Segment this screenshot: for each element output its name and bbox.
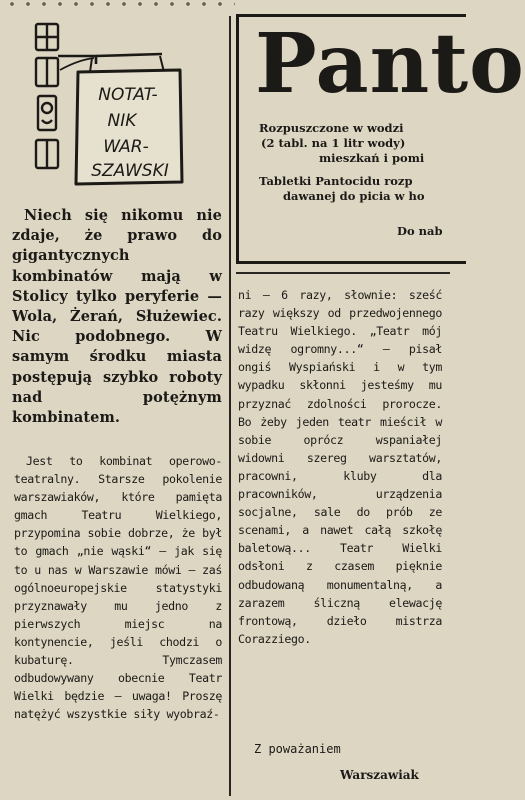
ad-line: (2 tabl. na 1 litr wody) — [261, 136, 406, 150]
top-border-dots — [0, 0, 235, 8]
logo-line: NIK — [107, 111, 137, 131]
ad-line: Rozpuszczone w wodzi — [259, 121, 404, 135]
ad-line: dawanej do picia w ho — [283, 189, 425, 203]
logo-line: SZAWSKI — [91, 161, 169, 181]
article-body-left — [14, 452, 222, 723]
street-lamp-icon — [36, 24, 58, 168]
notatnik-warszawski-logo — [30, 20, 200, 190]
ad-cta: Do nab — [397, 224, 443, 238]
ad-line: mieszkań i pomi — [319, 151, 425, 165]
article-closing: Z poważaniem — [254, 742, 341, 756]
logo-line: WAR- — [103, 137, 149, 157]
column-rule-vertical — [229, 16, 231, 796]
ad-title: Panto — [255, 16, 525, 112]
article-body-right: ni — 6 razy, słownie: sześć razy większy od przedwojennego Teatru Wielkiego. „Teatr mój widzę ogromny...“ — pisał ongiś Wyspiański i w tym wypadku skłonni jesteśmy mu przyznać zdolności proroczе. Bo żeby jeden teatr mieścił w sobie oprócz wspaniałej widowni szereg warsztatów, pracowni, kluby dla pracowników, urządzenia socjalne, sale do prób ze scenami, a nawet całą szkołę baletową... Teatr Wielki odsłoni z czasem pięknie odbudowaną monumentalną, a zarazem śliczną elewację frontową, dzieło mistrza Corazziego. — [238, 288, 442, 646]
column-rule-horizontal — [236, 272, 450, 274]
article-body-left-text: Jest to kombinat operowo-teatralny. Starsze pokolenie warszawiaków, które pamięta gmach Teatru Wielkiego, przypomina sobie dobrze, że był to gmach „nie wąski“ — jak się to u nas w Warszawie mówi — zaś ogólnoeuropejskie statystyki przyznawały mu jedno z pierwszych miejsc na kontynencie, jeśli chodzi o kubaturę. Tymczasem odbudowywany obecnie Teatr Wielki będzie — uwaga! Proszę natężyć wszystkie siły wyobraź- — [14, 454, 222, 722]
article-lead — [12, 206, 222, 428]
article-signature: Warszawiak — [340, 768, 419, 782]
pantocid-advertisement — [236, 14, 525, 264]
ad-line: Tabletki Pantocidu rozp — [259, 174, 413, 188]
article-lead-text: Niech się nikomu nie zdaje, że prawo do gigantycznych kombinatów mają w Stolicy tylko peryferie — Wola, Żerań, Służewiec. Nic podobnego. W samym środku miasta postępują szybko roboty nad potężnym kombinatem. — [12, 207, 222, 427]
logo-line: NOTAT- — [98, 85, 158, 105]
ad-body — [259, 121, 499, 239]
